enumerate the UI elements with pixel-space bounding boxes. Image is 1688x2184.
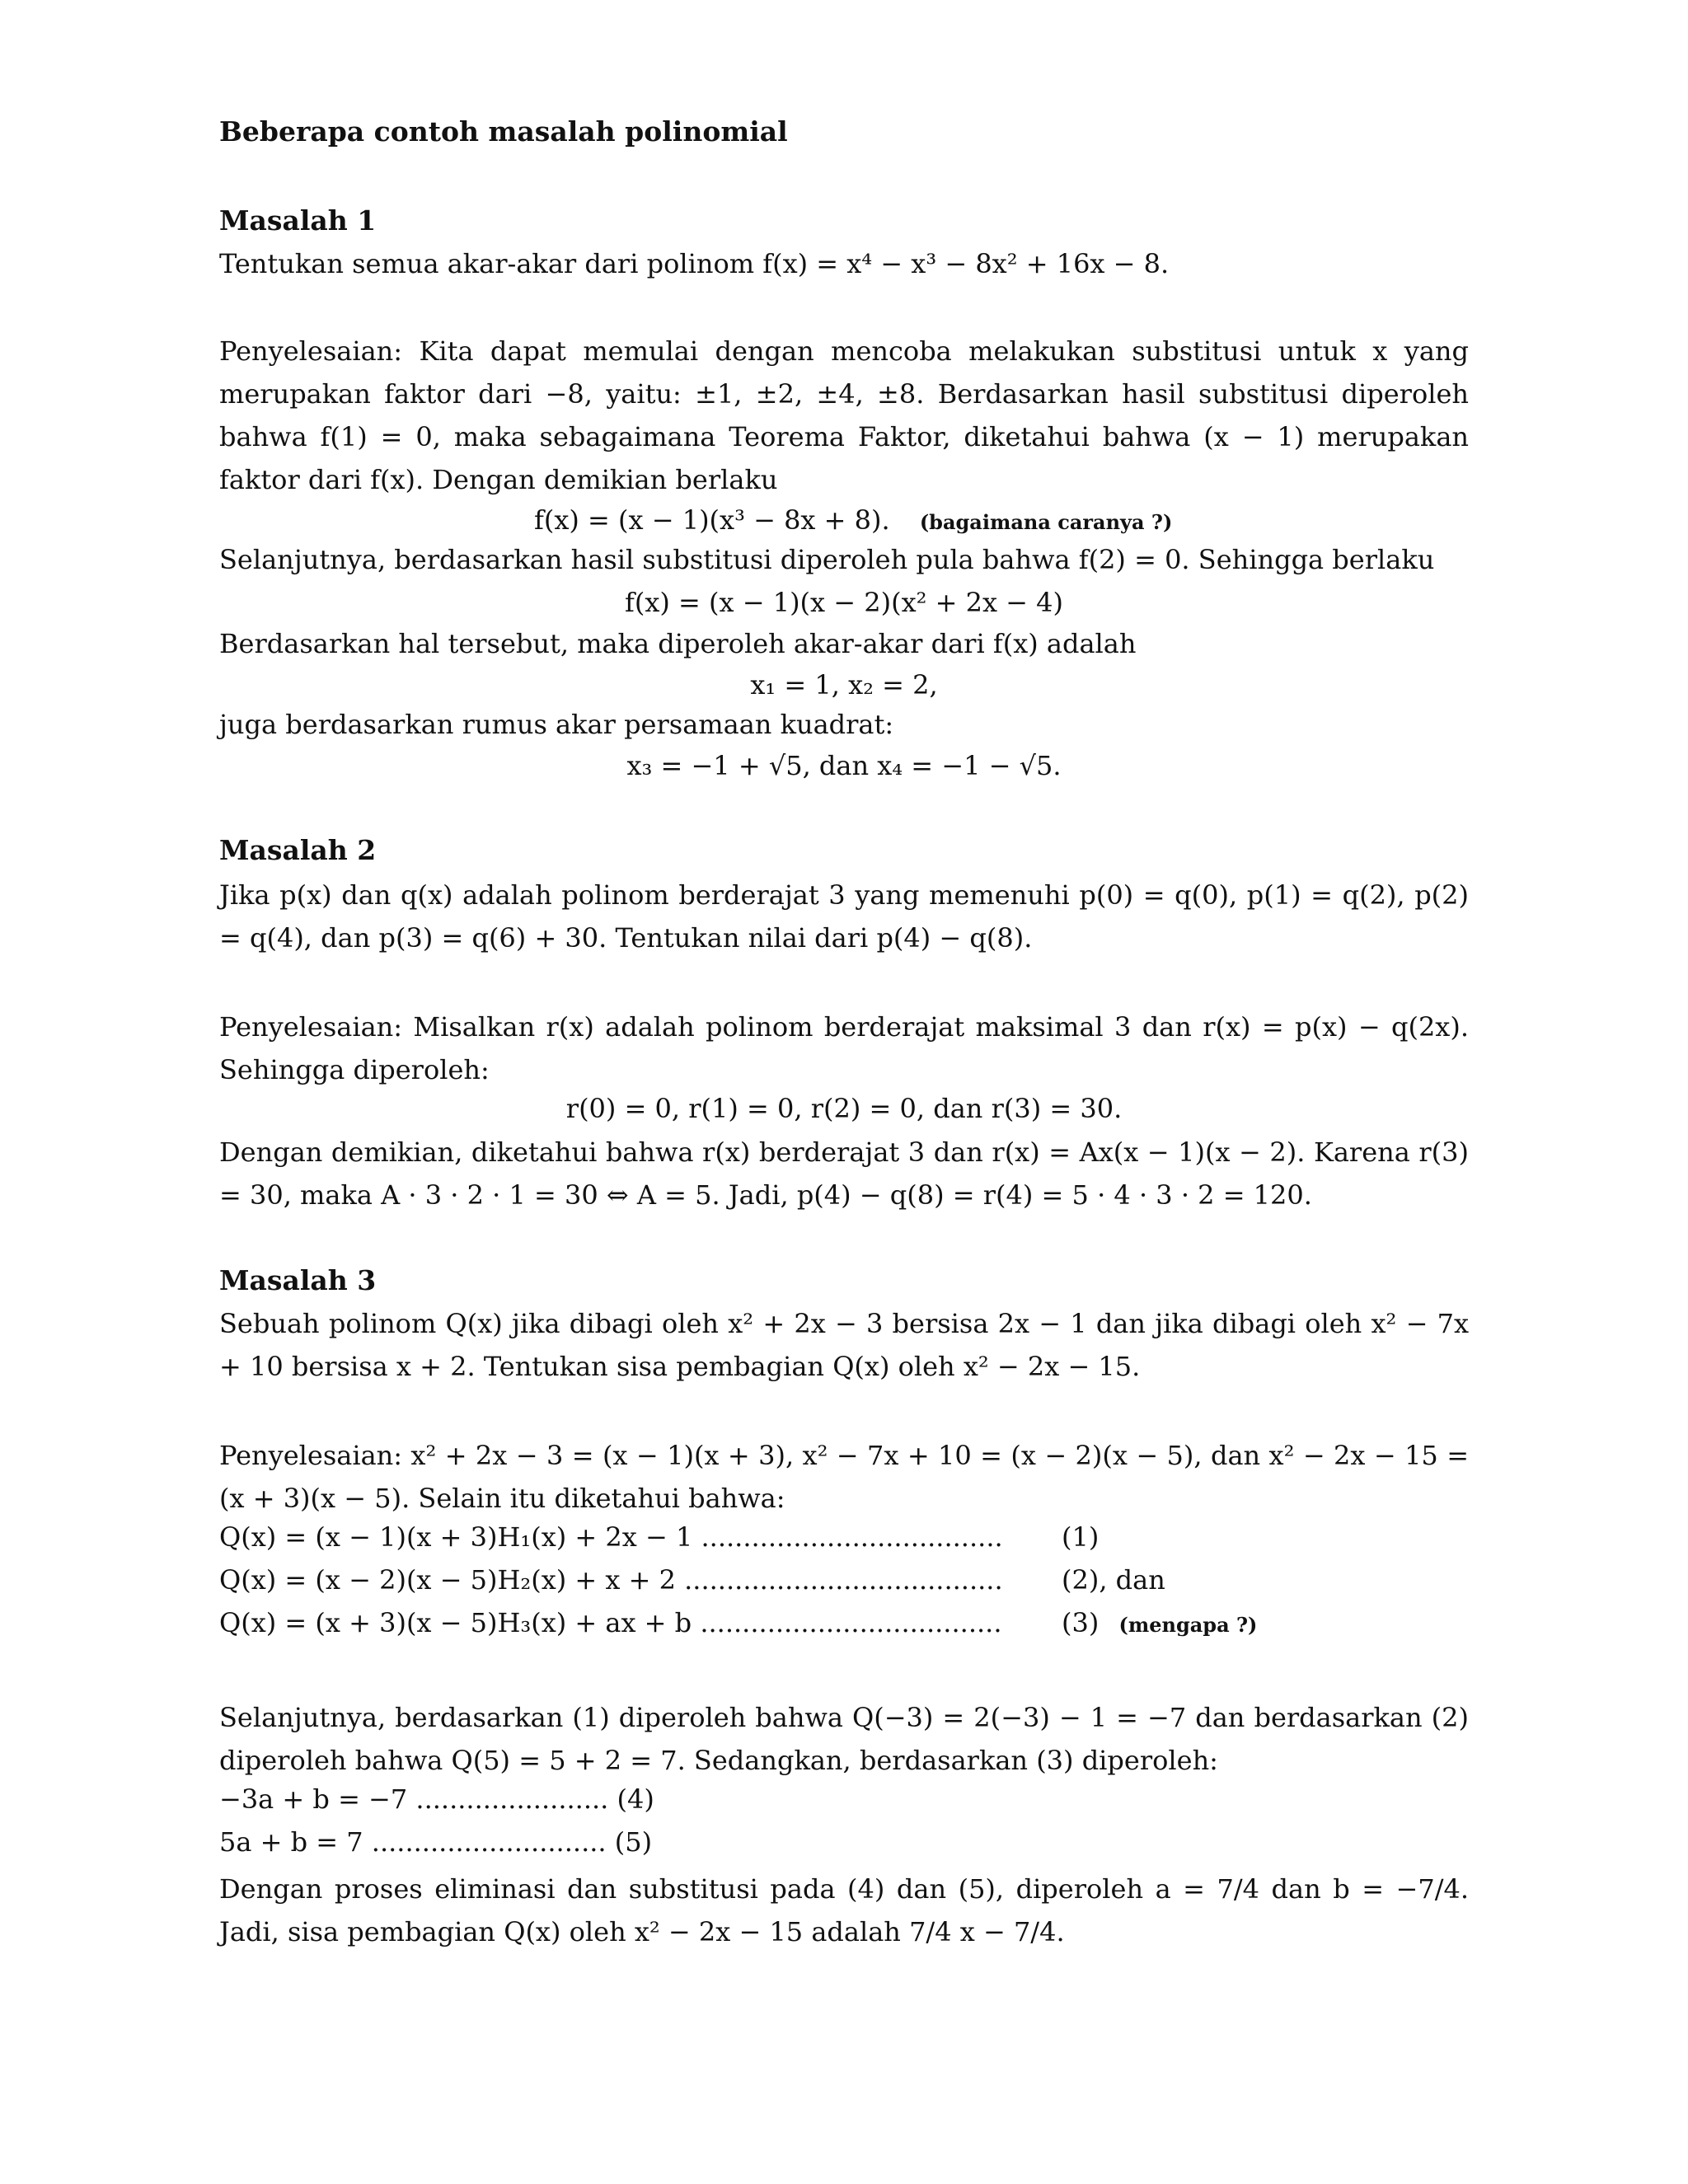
problem-2-question: Jika p(x) dan q(x) adalah polinom berderajat 3 yang memenuhi p(0) = q(0), p(1) = q(2), p(2) = q(4), dan p(3) = q(6) + 30. Tentukan nilai dari p(4) − q(8). [219, 879, 1469, 954]
problem-2-equation-1: r(0) = 0, r(1) = 0, r(2) = 0, dan r(3) = 30. [565, 1093, 1123, 1124]
problem-3-equation-2-number: (2), dan [1062, 1564, 1165, 1596]
problem-1-text-2: Selanjutnya, berdasarkan hasil substitusi diperoleh pula bahwa f(2) = 0. Sehingga berlaku [219, 544, 1435, 575]
problem-3-equation-3: Q(x) = (x + 3)(x − 5)H₃(x) + ax + b .................................... [219, 1607, 1002, 1638]
problem-2-solution: Penyelesaian: Misalkan r(x) adalah polinom berderajat maksimal 3 dan r(x) = p(x) − q(2x). Sehingga diperoleh: [219, 1011, 1469, 1085]
problem-3-solution: Penyelesaian: x² + 2x − 3 = (x − 1)(x + 3), x² − 7x + 10 = (x − 2)(x − 5), dan x² − 2x − 15 = (x + 3)(x − 5). Selain itu diketahui bahwa: [219, 1440, 1469, 1514]
problem-3-equation-3-number-group [1062, 1607, 1257, 1638]
problem-3-question: Sebuah polinom Q(x) jika dibagi oleh x² + 2x − 3 bersisa 2x − 1 dan jika dibagi oleh x² − 7x + 10 bersisa x + 2. Tentukan sisa pembagian Q(x) oleh x² − 2x − 15. [219, 1308, 1469, 1382]
problem-1-solution: Penyelesaian: Kita dapat memulai dengan mencoba melakukan substitusi untuk x yang merupakan faktor dari −8, yaitu: ±1, ±2, ±4, ±8. Berdasarkan hasil substitusi diperoleh bahwa f(1) = 0, maka sebagaimana Teorema Faktor, diketahui bahwa (x − 1) merupakan faktor dari f(x). Dengan demikian berlaku [219, 335, 1469, 495]
problem-3-equation-5: 5a + b = 7 ............................ (5) [219, 1826, 653, 1858]
problem-1-text-3: Berdasarkan hal tersebut, maka diperoleh akar-akar dari f(x) adalah [219, 628, 1137, 659]
problem-1-question: Tentukan semua akar-akar dari polinom f(x) = x⁴ − x³ − 8x² + 16x − 8. [219, 248, 1170, 279]
problem-1-equation-3: x₁ = 1, x₂ = 2, [750, 669, 938, 701]
problem-3-text-3: Dengan proses eliminasi dan substitusi pada (4) dan (5), diperoleh a = 7/4 dan b = −7/4. Jadi, sisa pembagian Q(x) oleh x² − 2x − 15 adalah 7/4 x − 7/4. [219, 1873, 1469, 1947]
problem-3-equation-3-note: (mengapa ?) [1118, 1613, 1258, 1637]
document-title: Beberapa contoh masalah polinomial [219, 115, 788, 148]
problem-1-equation-2: f(x) = (x − 1)(x − 2)(x² + 2x − 4) [625, 587, 1063, 618]
problem-3-heading: Masalah 3 [219, 1264, 377, 1296]
problem-1-equation-1-note: (bagaimana caranya ?) [919, 510, 1173, 534]
problem-1-equation-4: x₃ = −1 + √5, dan x₄ = −1 − √5. [626, 750, 1062, 781]
problem-2-text-2: Dengan demikian, diketahui bahwa r(x) berderajat 3 dan r(x) = Ax(x − 1)(x − 2). Karena r(3) = 30, maka A · 3 · 2 · 1 = 30 ⇔ A = 5. Jadi, p(4) − q(8) = r(4) = 5 · 4 · 3 · 2 = 120. [219, 1137, 1469, 1211]
problem-1-heading: Masalah 1 [219, 204, 377, 237]
problem-1-equation-1-text: f(x) = (x − 1)(x³ − 8x + 8). [534, 504, 890, 536]
problem-3-equation-1: Q(x) = (x − 1)(x + 3)H₁(x) + 2x − 1 .................................... [219, 1521, 1003, 1553]
problem-1-equation-1 [534, 504, 1172, 536]
problem-3-equation-4: −3a + b = −7 ....................... (4) [219, 1783, 654, 1815]
problem-3-text-2: Selanjutnya, berdasarkan (1) diperoleh bahwa Q(−3) = 2(−3) − 1 = −7 dan berdasarkan (2) diperoleh bahwa Q(5) = 5 + 2 = 7. Sedangkan, berdasarkan (3) diperoleh: [219, 1702, 1469, 1776]
problem-1-text-4: juga berdasarkan rumus akar persamaan kuadrat: [219, 709, 894, 740]
problem-3-equation-3-number: (3) [1062, 1607, 1100, 1638]
problem-3-equation-1-number: (1) [1062, 1521, 1100, 1553]
problem-2-heading: Masalah 2 [219, 834, 377, 866]
problem-3-equation-2: Q(x) = (x − 2)(x − 5)H₂(x) + x + 2 ...................................... [219, 1564, 1003, 1596]
